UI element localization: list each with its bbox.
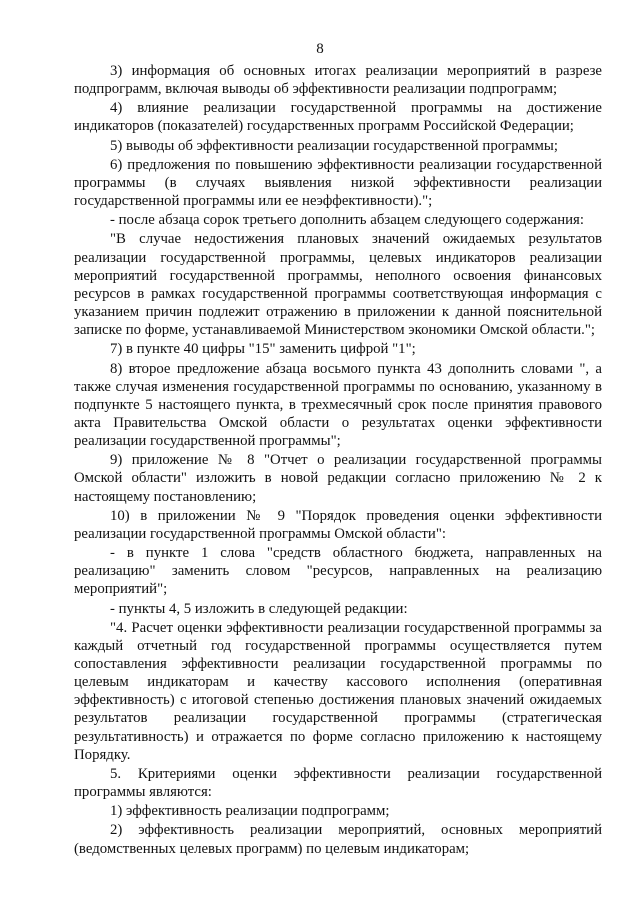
paragraph-item-10-point-1: - в пункте 1 слова "средств областного бюджета, направленных на реализацию" заменить словом "ресурсов, направленных на реализацию мероприятий";	[74, 545, 602, 598]
paragraph-item-10-points-4-5: - пункты 4, 5 изложить в следующей редакции:	[110, 600, 408, 617]
document-body	[74, 62, 602, 858]
paragraph-quoted-insertion: "В случае недостижения плановых значений ожидаемых результатов реализации государственной программы, целевых индикаторов реализации мероприятий государственной программы, неполного освоения финансовых ресурсов в рамках государственной программы соответствующая информация с указанием причин подлежит отражению в приложении к данной пояснительной записке по форме, устанавливаемой Министерством экономики Омской области.";	[74, 231, 602, 339]
paragraph-item-4-influence: 4) влияние реализации государственной программы на достижение индикаторов (показателей) государственных программ Российской Федерации;	[74, 100, 602, 135]
paragraph-point-4: "4. Расчет оценки эффективности реализации государственной программы за каждый отчетный год государственной программы осуществляется путем сопоставления эффективности реализации государственной программы по целевым индикаторам и качеству кассового исполнения (оперативная эффективность) с итоговой степенью достижения плановых значений ожидаемых результатов реализации государственной программы (стратегическая результативность) и отражается по форме согласно приложению к настоящему Порядку.	[74, 619, 602, 763]
paragraph-criterion-1: 1) эффективность реализации подпрограмм;	[110, 803, 390, 820]
paragraph-item-10: 10) в приложении № 9 "Порядок проведения оценки эффективности реализации государственной программы Омской области":	[74, 507, 602, 542]
paragraph-item-8: 8) второе предложение абзаца восьмого пункта 43 дополнить словами ", а также случая изменения государственной программы по основанию, указанному в подпункте 5 настоящего пункта, в трехмесячный срок после принятия правового акта Правительства Омской области о результатах оценки эффективности реализации государственной программы";	[74, 360, 602, 450]
paragraph-point-5: 5. Критериями оценки эффективности реализации государственной программы являются:	[74, 765, 602, 801]
paragraph-item-5-conclusions: 5) выводы об эффективности реализации государственной программы;	[110, 137, 558, 154]
paragraph-criterion-2: 2) эффективность реализации мероприятий, основных мероприятий (ведомственных целевых программ) по целевым индикаторам;	[74, 822, 602, 857]
page-number: 8	[316, 41, 324, 57]
paragraph-item-3-info-results: 3) информация об основных итогах реализации мероприятий в разрезе подпрограмм, включая выводы об эффективности реализации подпрограмм;	[74, 63, 602, 98]
paragraph-after-43rd-paragraph: - после абзаца сорок третьего дополнить абзацем следующего содержания:	[110, 212, 584, 229]
paragraph-item-6-proposals: 6) предложения по повышению эффективности реализации государственной программы (в случаях выявления низкой эффективности реализации государственной программы или ее неэффективности).";	[74, 156, 602, 210]
paragraph-item-7: 7) в пункте 40 цифры "15" заменить цифрой "1";	[110, 341, 416, 358]
paragraph-item-9: 9) приложение № 8 "Отчет о реализации государственной программы Омской области" изложить в новой редакции согласно приложению № 2 к настоящему постановлению;	[74, 452, 602, 505]
